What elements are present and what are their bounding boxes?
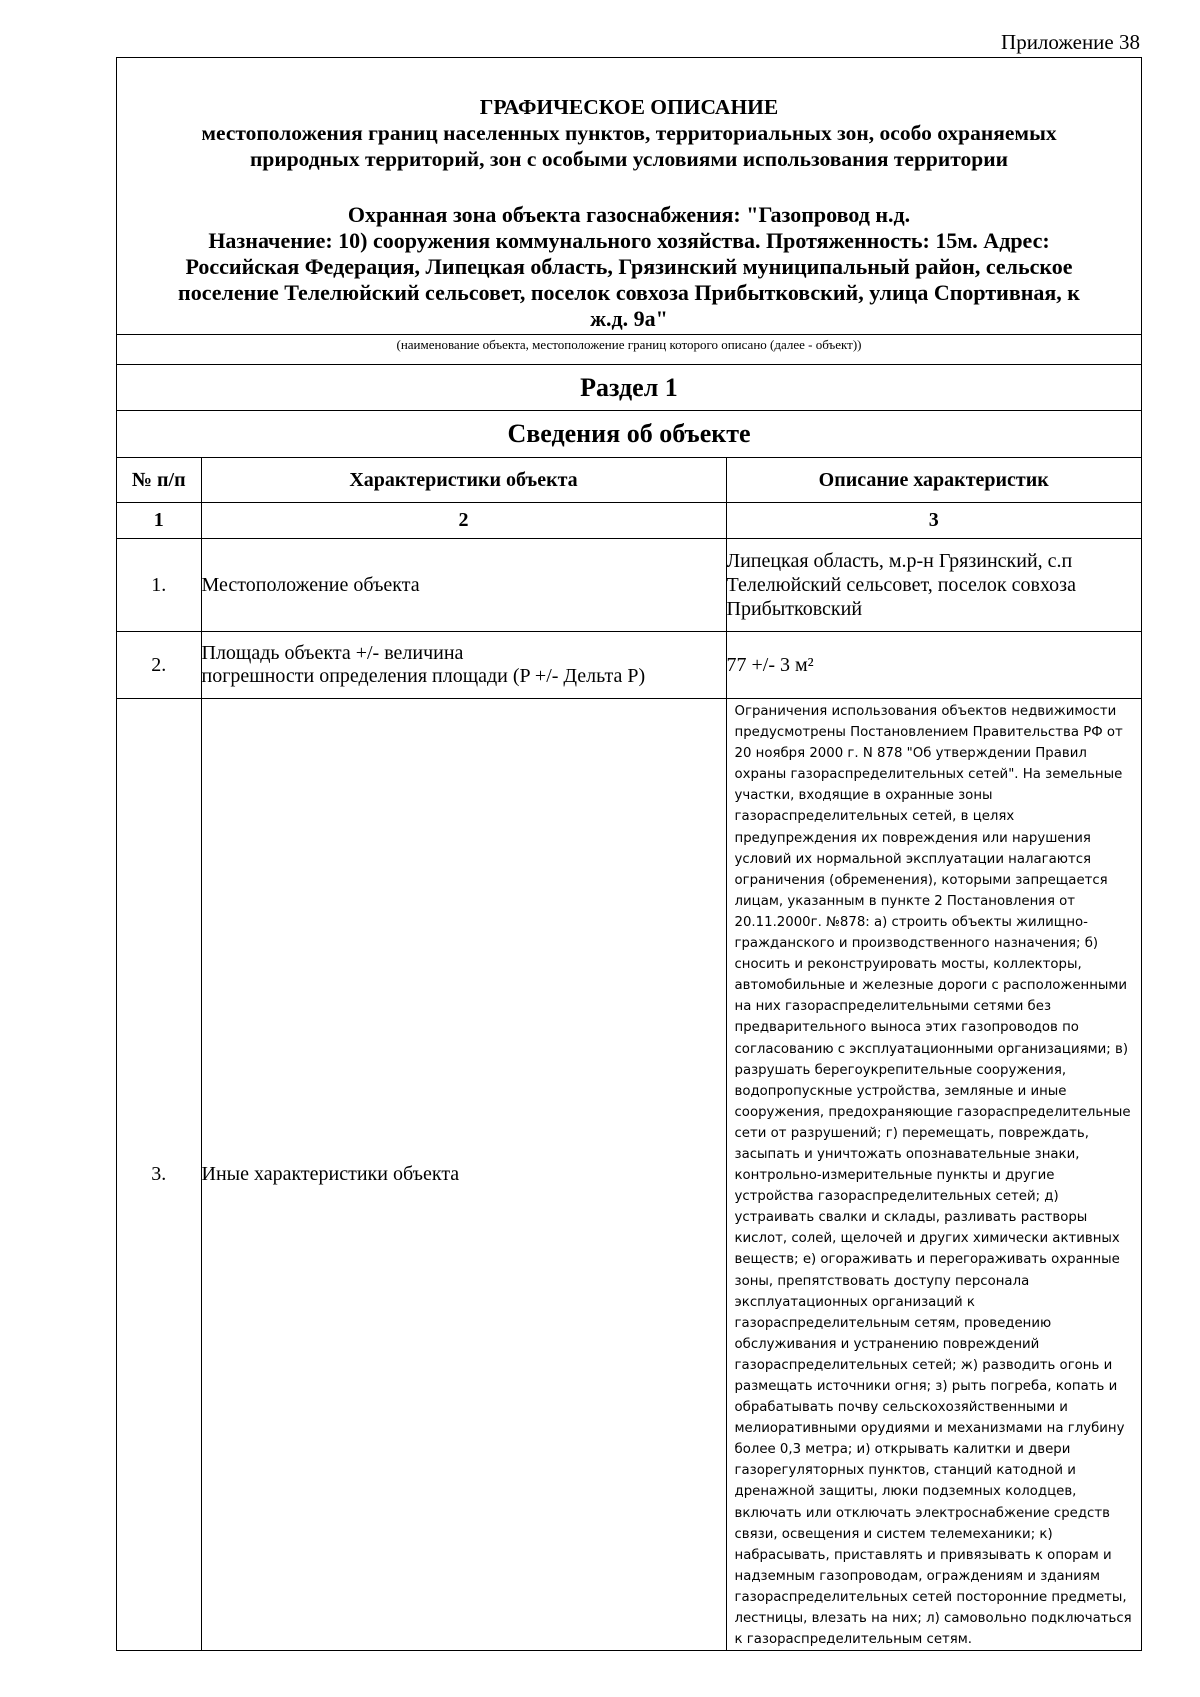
row-description: 77 +/- 3 м² <box>726 632 1141 699</box>
table-row <box>117 539 1141 632</box>
row-characteristic: Иные характеристики объекта <box>201 699 726 1651</box>
object-caption: (наименование объекта, местоположение границ которого описано (далее - объект)) <box>117 334 1141 365</box>
title-line-3: природных территорий, зон с особыми условиями использования территории <box>249 147 1009 171</box>
title-line-1: ГРАФИЧЕСКОЕ ОПИСАНИЕ <box>479 95 779 119</box>
row-description: Липецкая область, м.р-н Грязинский, с.п Телелюйский сельсовет, поселок совхоза Прибытковский <box>726 539 1141 632</box>
document-frame <box>116 57 1142 1651</box>
object-line-2: Назначение: 10) сооружения коммунального хозяйства. Протяженность: 15м. Адрес: <box>208 228 1050 253</box>
document-title <box>117 58 1141 172</box>
row-characteristic-line-1: Площадь объекта +/- величина <box>201 642 464 664</box>
column-numbers-row <box>117 503 1141 539</box>
row-number: 1. <box>117 539 201 632</box>
table-header-row <box>117 458 1141 503</box>
header-number: № п/п <box>117 458 201 503</box>
table-row <box>117 632 1141 699</box>
column-number-3: 3 <box>726 503 1141 539</box>
appendix-label: Приложение 38 <box>1001 30 1140 54</box>
header-description: Описание характеристик <box>726 458 1141 503</box>
row-description: Ограничения использования объектов недвижимости предусмотрены Постановлением Правительства РФ от 20 ноября 2000 г. N 878 "Об утверждении Правил охраны газораспределительных сетей". На земельные участки, входящие в охранные зоны газораспределительных сетей, в целях предупреждения их повреждения или нарушения условий их нормальной эксплуатации налагаются ограничения (обременения), которыми запрещается лицам, указанным в пункте 2 Постановления от 20.11.2000г. №878: а) строить объекты жилищно-гражданского и производственного назначения; б) сносить и реконструировать мосты, коллекторы, автомобильные и железные дороги с расположенными на них газораспределительными сетями без предварительного выноса этих газопроводов по согласованию с эксплуатационными организациями; в) разрушать берегоукрепительные сооружения, водопропускные устройства, земляные и иные сооружения, предохраняющие газораспределительные сети от разрушений; г) перемещать, повреждать, засыпать и уничтожать опознавательные знаки, контрольно-измерительные пункты и другие устройства газораспределительных сетей; д) устраивать свалки и склады, разливать растворы кислот, солей, щелочей и других химически активных веществ; е) огораживать и перегораживать охранные зоны, препятствовать доступу персонала эксплуатационных организаций к газораспределительным сетям, проведению обслуживания и устранению повреждений газораспределительных сетей; ж) разводить огонь и размещать источники огня; з) рыть погреба, копать и обрабатывать почву сельскохозяйственными и мелиоративными орудиями и механизмами на глубину более 0,3 метра; и) открывать калитки и двери газорегуляторных пунктов, станций катодной и дренажной защиты, люки подземных колодцев, включать или отключать электроснабжение средств связи, освещения и систем телемеханики; к) набрасывать, приставлять и привязывать к опорам и надземным газопроводам, ограждениям и зданиям газораспределительных сетей посторонние предметы, лестницы, влезать на них; л) самовольно подключаться к газораспределительным сетям. <box>726 699 1141 1651</box>
row-number: 2. <box>117 632 201 699</box>
title-line-2: местоположения границ населенных пунктов, территориальных зон, особо охраняемых <box>201 121 1057 145</box>
column-number-2: 2 <box>201 503 726 539</box>
column-number-1: 1 <box>117 503 201 539</box>
object-info-table <box>117 458 1141 1650</box>
object-line-1: Охранная зона объекта газоснабжения: "Газопровод н.д. <box>347 202 911 227</box>
row-characteristic: Местоположение объекта <box>201 539 726 632</box>
row-characteristic <box>201 632 726 699</box>
row-characteristic-line-2: погрешности определения площади (P +/- Дельта P) <box>201 665 646 687</box>
object-name <box>117 172 1141 332</box>
object-line-4: поселение Телелюйский сельсовет, поселок совхоза Прибытковский, улица Спортивная, к <box>178 280 1080 305</box>
object-line-3: Российская Федерация, Липецкая область, Грязинский муниципальный район, сельское <box>185 254 1073 279</box>
table-row <box>117 699 1141 1651</box>
section-title: Раздел 1 <box>117 365 1141 411</box>
row-number: 3. <box>117 699 201 1651</box>
header-characteristic: Характеристики объекта <box>201 458 726 503</box>
section-subtitle: Сведения об объекте <box>117 411 1141 458</box>
object-line-5: ж.д. 9а" <box>590 306 668 331</box>
